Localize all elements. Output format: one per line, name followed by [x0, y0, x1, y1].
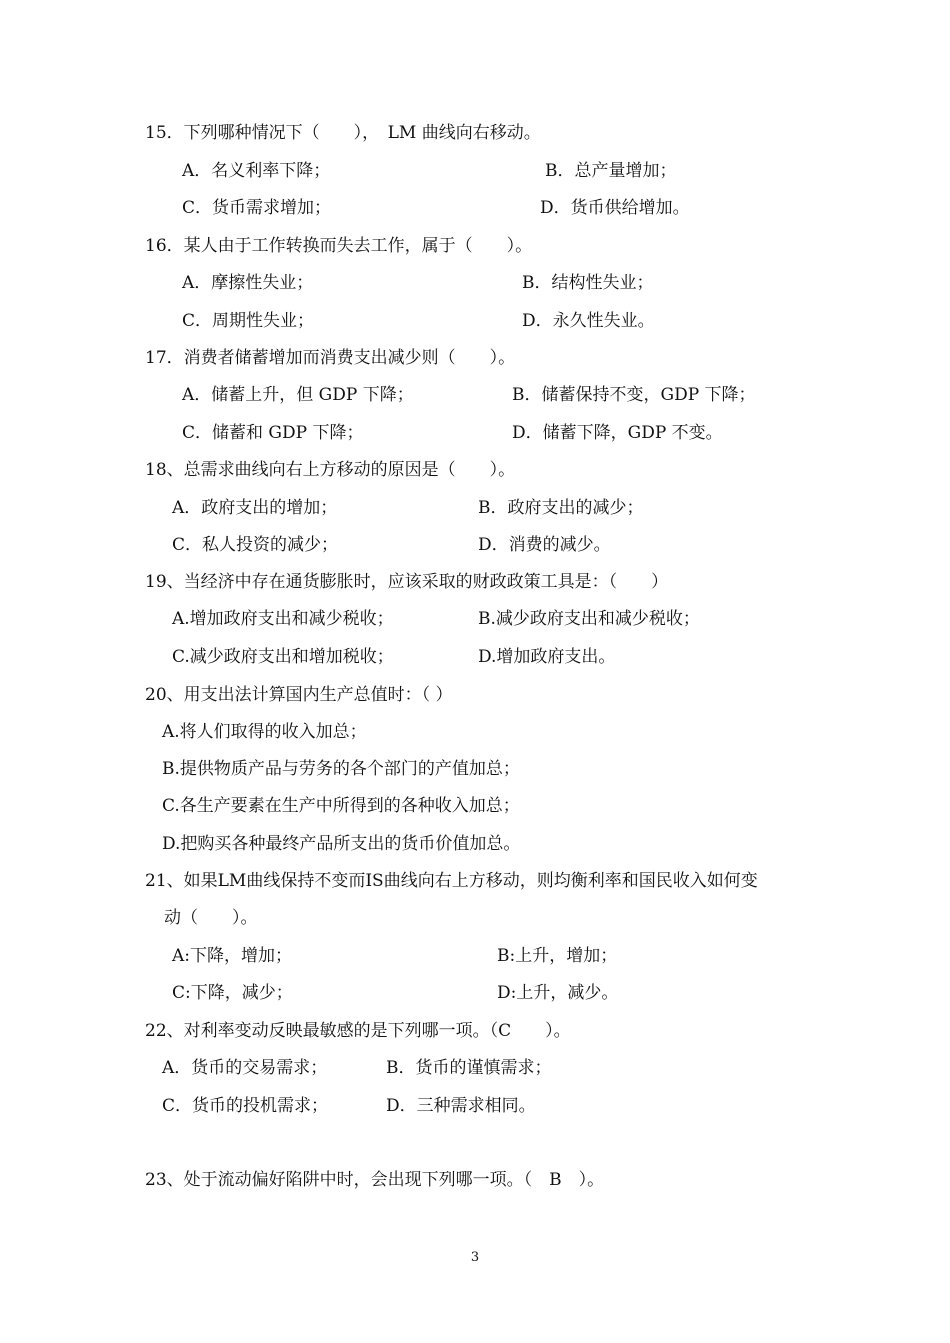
question-19-stem: 19、当经济中存在通货膨胀时，应该采取的财政政策工具是：（ ）	[145, 572, 669, 592]
question-22-option-c: C．货币的投机需求；	[162, 1096, 329, 1116]
question-15-option-d: D．货币供给增加。	[540, 198, 690, 218]
question-19-option-c: C.减少政府支出和增加税收；	[172, 647, 394, 667]
question-18-option-d: D．消费的减少。	[478, 535, 611, 555]
question-20-stem: 20、用支出法计算国内生产总值时：（ ）	[145, 685, 453, 705]
question-21-option-b: B:上升，增加；	[497, 946, 618, 966]
question-17-option-d: D．储蓄下降，GDP 不变。	[512, 423, 723, 443]
question-18-stem: 18、总需求曲线向右上方移动的原因是（ ）。	[145, 460, 516, 480]
question-21-stem-continued: 动（ ）。	[164, 908, 258, 928]
question-20-option-c: C.各生产要素在生产中所得到的各种收入加总；	[162, 796, 520, 816]
question-16-option-c: C．周期性失业；	[182, 311, 315, 331]
question-15-option-a: A．名义利率下降；	[182, 161, 331, 181]
question-15-stem: 15．下列哪种情况下（ ）， LM 曲线向右移动。	[145, 123, 541, 143]
question-18-option-c: C．私人投资的减少；	[172, 535, 339, 555]
question-15-option-b: B．总产量增加；	[545, 161, 677, 181]
question-17-option-b: B．储蓄保持不变，GDP 下降；	[512, 385, 756, 405]
question-21-option-c: C:下降，减少；	[172, 983, 293, 1003]
question-16-option-d: D．永久性失业。	[522, 311, 655, 331]
question-22-option-d: D．三种需求相同。	[386, 1096, 536, 1116]
question-22-option-a: A．货币的交易需求；	[162, 1058, 328, 1078]
question-17-option-a: A．储蓄上升，但 GDP 下降；	[182, 385, 414, 405]
page-number: 3	[470, 1250, 480, 1265]
question-21-option-a: A:下降，增加；	[172, 946, 293, 966]
question-23-stem: 23、处于流动偏好陷阱中时，会出现下列哪一项。（ B ）。	[145, 1170, 605, 1190]
question-19-option-a: A.增加政府支出和减少税收；	[172, 609, 394, 629]
question-19-option-d: D.增加政府支出。	[478, 647, 616, 667]
question-15-option-c: C．货币需求增加；	[182, 198, 332, 218]
question-16-option-b: B．结构性失业；	[522, 273, 654, 293]
question-18-option-b: B．政府支出的减少；	[478, 498, 644, 518]
question-18-option-a: A．政府支出的增加；	[172, 498, 338, 518]
question-20-option-b: B.提供物质产品与劳务的各个部门的产值加总；	[162, 759, 520, 779]
question-16-option-a: A．摩擦性失业；	[182, 273, 314, 293]
question-17-option-c: C．储蓄和 GDP 下降；	[182, 423, 364, 443]
question-22-option-b: B．货币的谨慎需求；	[386, 1058, 552, 1078]
question-22-stem: 22、对利率变动反映最敏感的是下列哪一项。（C ）。	[145, 1021, 571, 1041]
question-20-option-d: D.把购买各种最终产品所支出的货币价值加总。	[162, 834, 521, 854]
question-20-option-a: A.将人们取得的收入加总；	[162, 722, 367, 742]
question-19-option-b: B.减少政府支出和减少税收；	[478, 609, 700, 629]
question-17-stem: 17．消费者储蓄增加而消费支出减少则（ ）。	[145, 348, 516, 368]
question-16-stem: 16．某人由于工作转换而失去工作，属于（ ）。	[145, 236, 533, 256]
question-21-stem: 21、如果LM曲线保持不变而IS曲线向右上方移动，则均衡利率和国民收入如何变	[145, 871, 758, 891]
question-21-option-d: D:上升，减少。	[497, 983, 619, 1003]
